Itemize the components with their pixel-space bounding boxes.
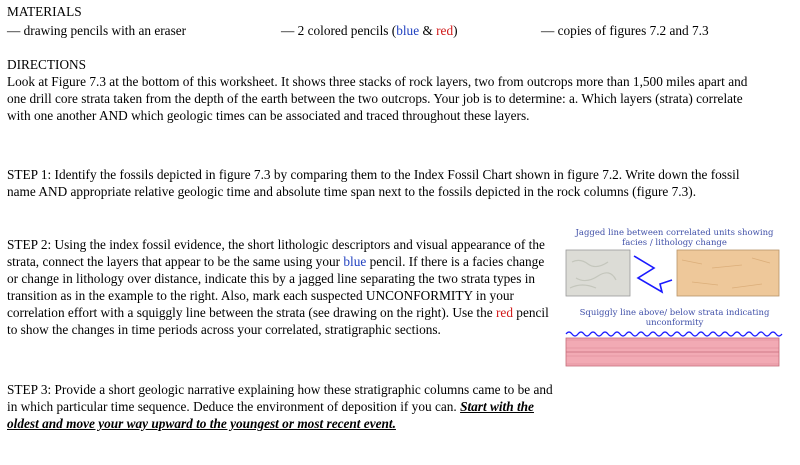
- blue-word: blue: [396, 23, 420, 38]
- tan-strata-block: [677, 250, 779, 296]
- step3-paragraph: [7, 381, 557, 432]
- step3-text: STEP 3: Provide a short geologic narrative explaining how these stratigraphic columns came to be and in which particular time sequence. Deduce the environment of deposition if you can.: [7, 382, 553, 414]
- step2-text-part3: pencil to show the changes in time periods across your correlated, stratigraphic sections.: [7, 305, 549, 337]
- correlation-example-figure: [562, 248, 787, 373]
- squiggly-line: [566, 332, 782, 336]
- materials-item-drawing-pencils: — drawing pencils with an eraser: [7, 23, 187, 38]
- colored-pencils-text: — 2 colored pencils (: [281, 23, 397, 38]
- red-word: red: [436, 23, 454, 38]
- gray-strata-block: [566, 250, 630, 296]
- materials-item-colored-pencils: [281, 22, 458, 39]
- step2-text-part2: pencil. If there is a facies change or change in lithology over distance, indicate this by a jagged line separating the two strata types in transition as in the example to the right. Also, mark each suspected UNCONFORMITY in your correlation effort with a squiggly line between the strata (see drawing on the right). Use the: [7, 254, 545, 320]
- materials-item-copies: — copies of figures 7.2 and 7.3: [541, 23, 709, 38]
- directions-body: Look at Figure 7.3 at the bottom of this worksheet. It shows three stacks of rock layers, two from outcrops more than 1,500 miles apart and one drill core strata taken from the depth of the earth between the two outcrops. Your job is to determine: a. Which layers (strata) correlate with one another AND which geologic times can be associated and traced throughout these layers.: [7, 74, 748, 123]
- squiggly-line-caption: Squiggly line above/ below strata indicating unconformity: [579, 308, 770, 328]
- close-paren: ): [453, 23, 458, 38]
- step1-paragraph: STEP 1: Identify the fossils depicted in figure 7.3 by comparing them to the Index Fossil Chart shown in figure 7.2. Write down the fossil name AND appropriate relative geologic time and absolute time span next to the fossils depicted in the rock columns (figure 7.3).: [7, 167, 740, 199]
- step2-paragraph: [7, 236, 552, 338]
- jagged-line: [634, 256, 672, 292]
- ampersand: &: [419, 23, 437, 38]
- step2-blue-word: blue: [343, 254, 367, 269]
- step2-red-word: red: [496, 305, 513, 320]
- step3-emphasis: Start with the oldest and move your way upward to the youngest or most recent event.: [7, 399, 534, 431]
- materials-heading: MATERIALS: [7, 4, 82, 19]
- step2-text-part1: STEP 2: Using the index fossil evidence, the short lithologic descriptors and visual appearance of the strata, connect the layers that appear to be the same using your: [7, 237, 545, 269]
- jagged-line-caption: Jagged line between correlated units showing facies / lithology change: [575, 228, 774, 248]
- directions-heading: DIRECTIONS: [7, 57, 87, 72]
